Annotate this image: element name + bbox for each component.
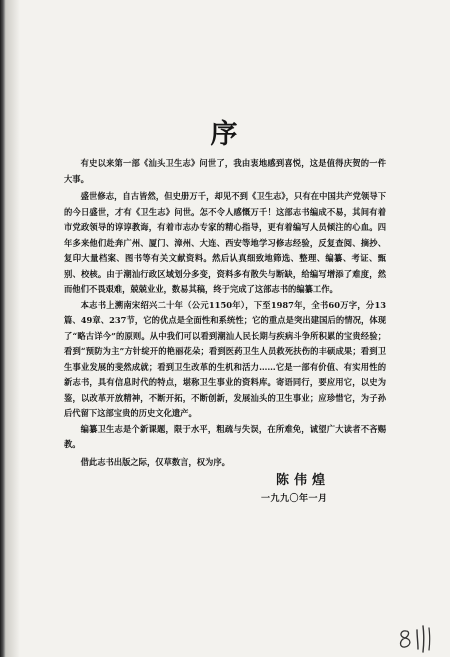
paragraph: 有史以来第一部《汕头卫生志》问世了，我由衷地感到喜悦，这是值得庆贺的一件大事。 (64, 158, 386, 184)
paragraph: 借此志书出版之际，仅草数言，权为序。 (80, 456, 230, 467)
paragraph: 盛世修志，自古皆然，但史册万千，却见不到《卫生志》，只有在中国共产党领导下的今日盛世，才有《卫生志》问世。怎不令人感慨万千！这部志书编成不易，其间有着市党政领导的谆谆教诲，有着市志办专家的精心指导，更有着编写人员倾注的心血。四年多来他们赴奔广州、厦门、漳州、大连、西安等地学习修志经验，反复查阅、摘抄、复印大量档案、图书等有关文献资料。然后认真细致地筛选、整理、编纂、考证、甄别、校核。由于潮汕行政区域划分多变，资料多有散失与断缺，给编写增添了难度，然而他们不畏艰难，兢兢业业，数易其稿，终于完成了这部志书的编纂工作。 (64, 191, 386, 294)
signature-date: 一九九〇年一月 (261, 494, 328, 504)
paragraph: 本志书上溯南宋绍兴二十年（公元1150年），下至1987年，全书60万字，分13篇、49章、237节，它的优点是全面性和系统性；它的重点是突出建国后的情况，体现了“略古详今”的原则。从中我们可以看到潮汕人民长期与疾病斗争所积累的宝贵经验；看到“预防为主”方针绽开的艳丽花朵；看到医药卫生人员救死扶伤的丰硕成果；看到卫生事业发展的斐然成就；看到卫生改革的生机和活力……它是一部有价值、有实用性的新志书，具有信息时代的特点，堪称卫生事业的资料库。寄语同行，要应用它，以史为鉴，以改革开放精神，不断开拓，不断创新，发展汕头的卫生事业；应珍惜它，为子孙后代留下这部宝贵的历史文化遗产。 (64, 299, 386, 418)
author-signature: 陈伟煌 (276, 473, 331, 488)
paragraph: 编纂卫生志是个新课题，限于水平，粗疏与失误，在所难免，诚望广大读者不吝赐教。 (64, 423, 386, 449)
page-gutter (6, 0, 20, 657)
preface-body (64, 156, 386, 470)
page-title: 序 (210, 119, 240, 150)
handwritten-page-number (396, 622, 436, 654)
